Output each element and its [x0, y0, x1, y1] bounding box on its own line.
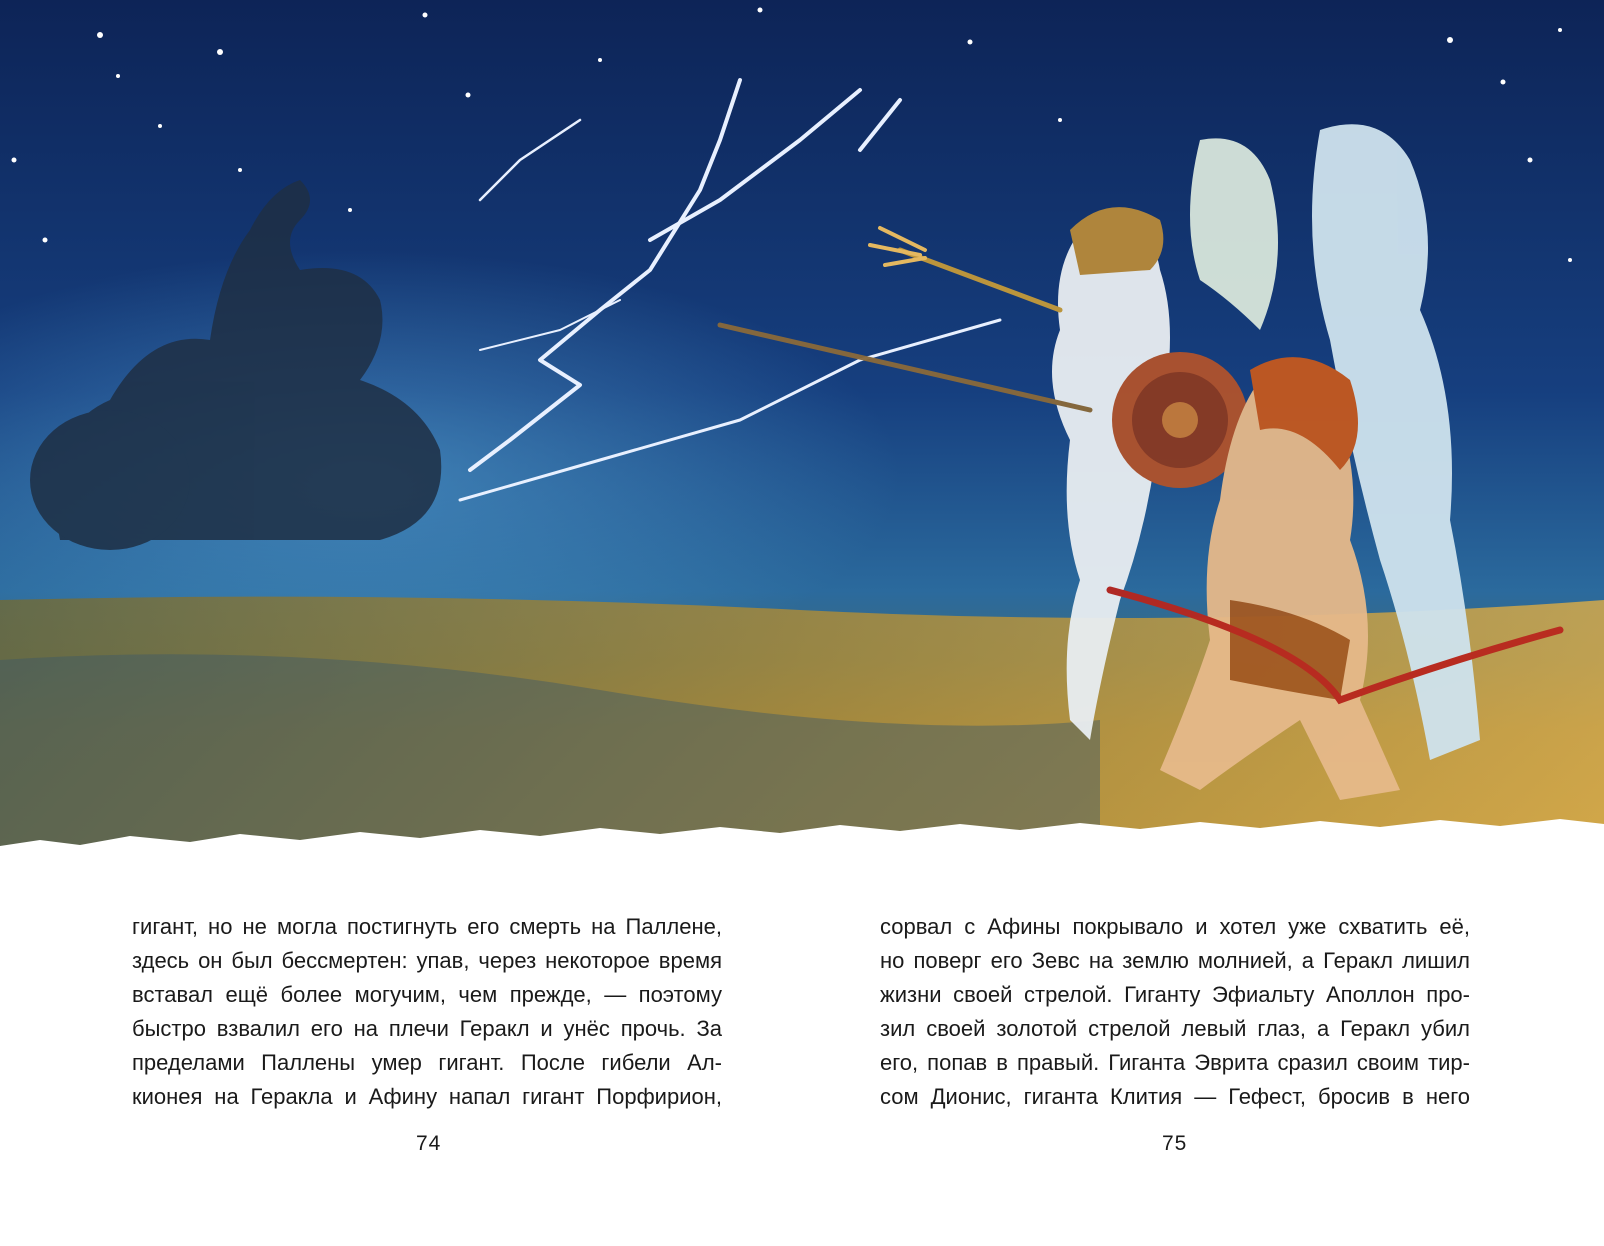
page-number-left: 74	[416, 1132, 442, 1155]
text-line: кионея на Геракла и Афину напал гигант Порфирион,	[132, 1084, 722, 1109]
text-line: сом Дионис, гиганта Клития — Гефест, бросив в него	[880, 1084, 1470, 1109]
text-line: жизни своей стрелой. Гиганту Эфиальту Аполлон про-	[880, 982, 1470, 1007]
text-line: быстро взвалил его на плечи Геракл и унёс прочь. За	[132, 1016, 722, 1041]
text-line: зил своей золотой стрелой левый глаз, а Геракл убил	[880, 1016, 1470, 1041]
text-line: пределами Паллены умер гигант. После гибели Ал-	[132, 1050, 722, 1075]
text-line: вставал ещё более могучим, чем прежде, — поэтому	[132, 982, 722, 1007]
left-page-text	[132, 910, 722, 1114]
right-page-text	[880, 910, 1470, 1114]
text-line: но поверг его Зевс на землю молнией, а Геракл лишил	[880, 948, 1470, 973]
text-line: его, попав в правый. Гиганта Эврита сразил своим тир-	[880, 1050, 1470, 1075]
text-line: гигант, но не могла постигнуть его смерть на Паллене,	[132, 914, 722, 939]
text-line: сорвал с Афины покрывало и хотел уже схватить её,	[880, 914, 1470, 939]
page-number-right: 75	[1162, 1132, 1188, 1155]
text-line: здесь он был бессмертен: упав, через некоторое время	[132, 948, 722, 973]
